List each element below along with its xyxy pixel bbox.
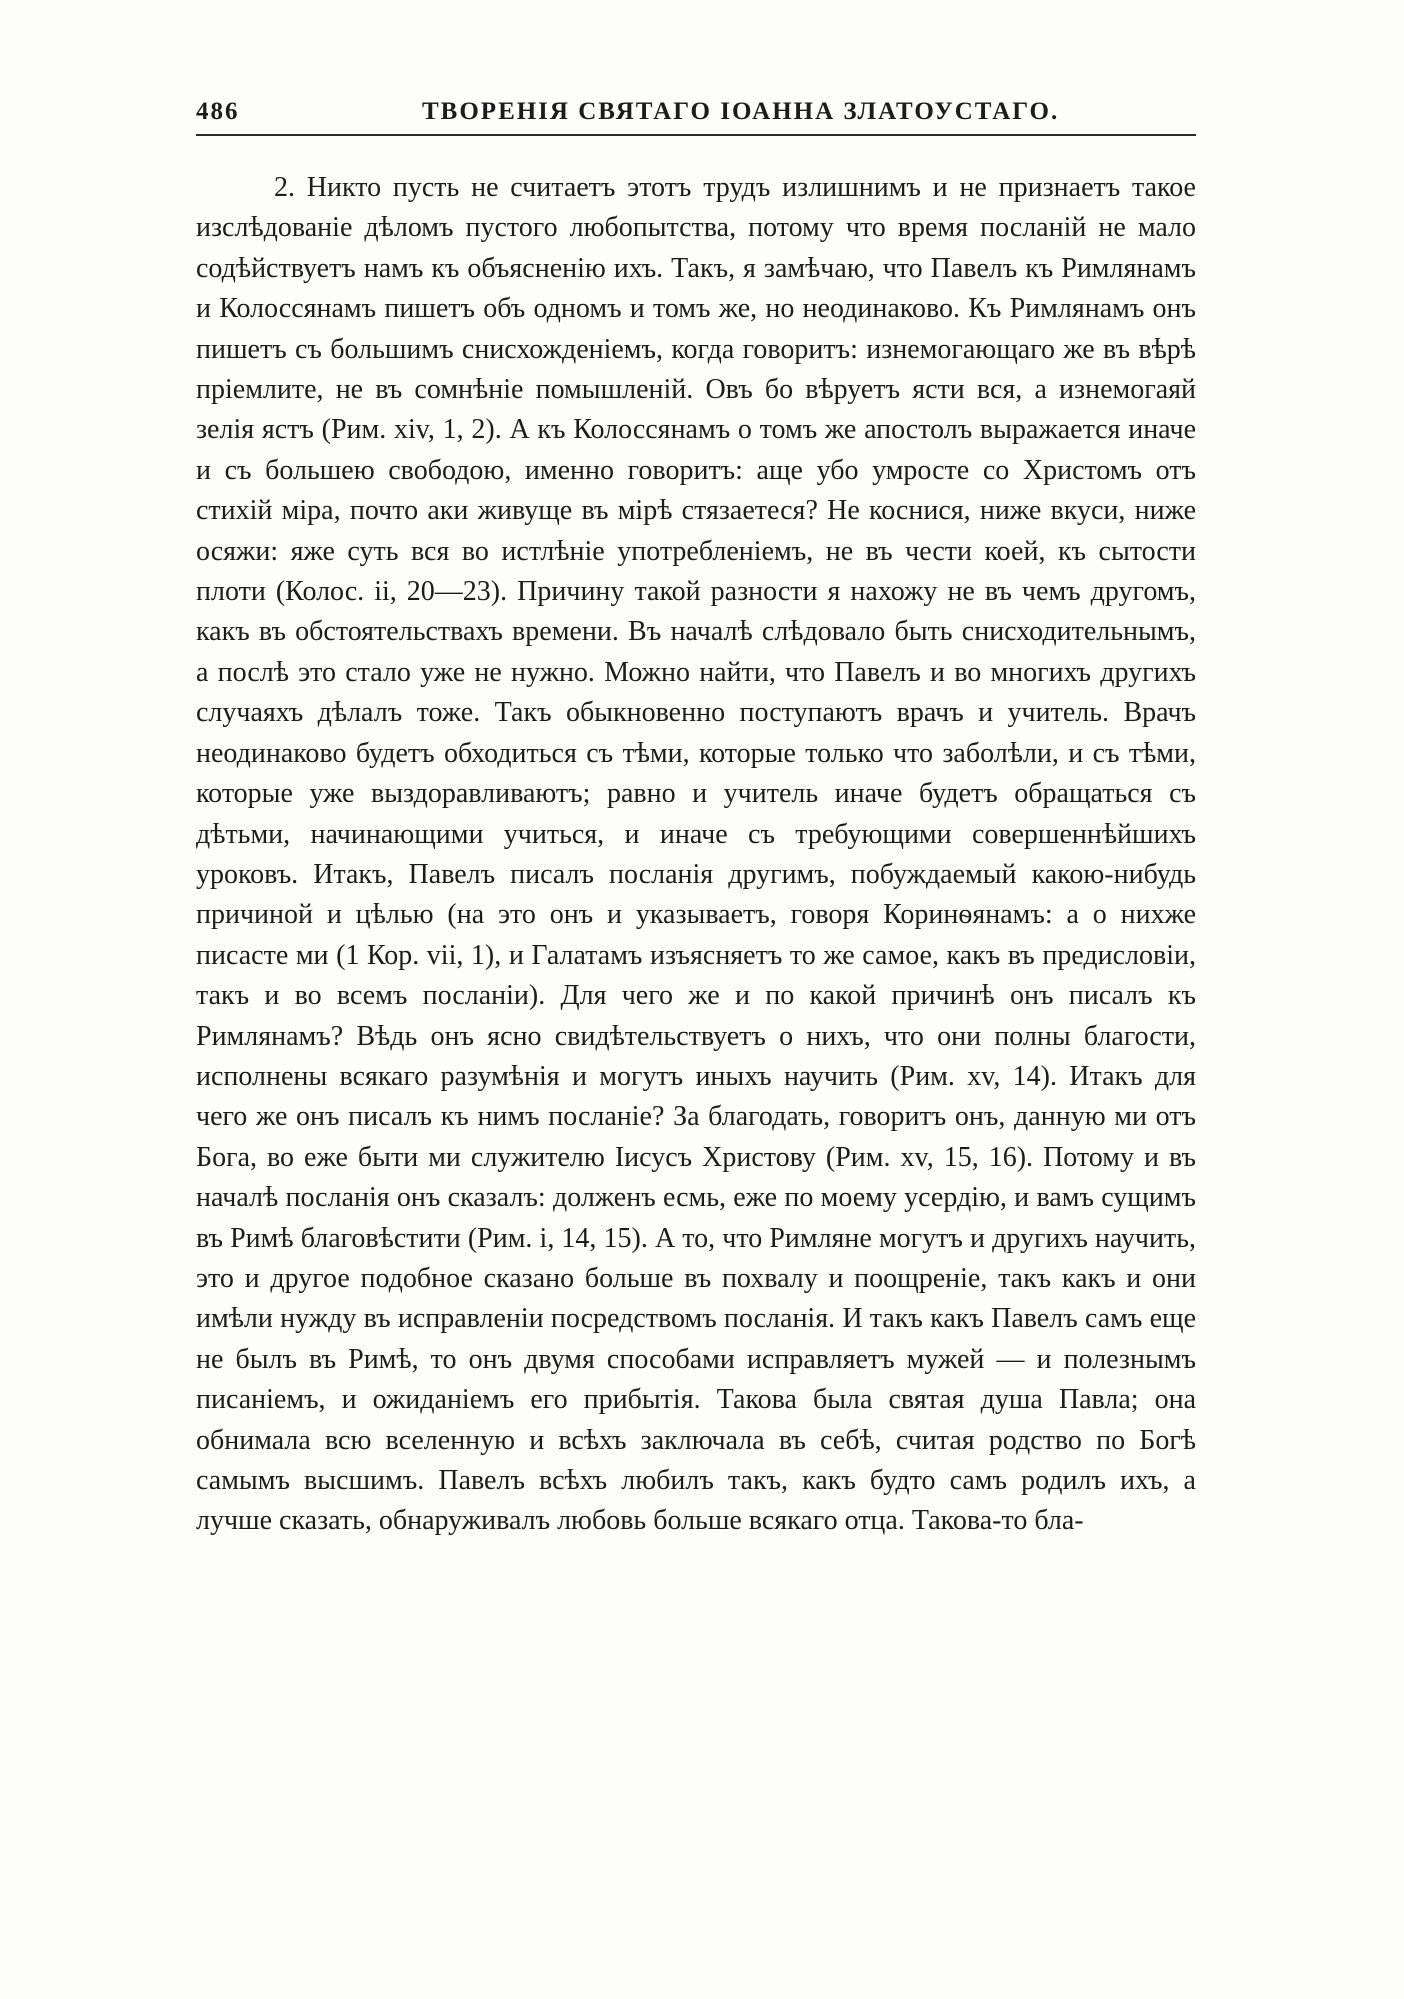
running-head [196,98,1196,132]
running-title: ТВОРЕНІЯ СВЯТАГО ІОАННА ЗЛАТОУСТАГО. [422,98,1060,125]
body-paragraph: 2. Никто пусть не считаетъ этотъ трудъ излишнимъ и не признаетъ такое изслѣдованіе дѣломъ пустого любопытства, потому что время посланій не мало содѣйствуетъ намъ къ объясненію ихъ. Такъ, я замѣчаю, что Павелъ къ Римлянамъ и Колоссянамъ пишетъ объ одномъ и томъ же, но неодинаково. Къ Римлянамъ онъ пишетъ съ большимъ снисхожденіемъ, когда говоритъ: изнемогающаго же въ вѣрѣ пріемлите, не въ сомнѣніе помышленій. Овъ бо вѣруетъ ясти вся, а изнемогаяй зелія ястъ (Рим. xiv, 1, 2). А къ Колоссянамъ о томъ же апостолъ выражается иначе и съ большею свободою, именно говоритъ: аще убо умросте со Христомъ отъ стихій міра, почто аки живуще въ мірѣ стязаетеся? Не коснися, ниже вкуси, ниже осяжи: яже суть вся во истлѣніе употребленіемъ, не въ чести коей, къ сытости плоти (Колос. ii, 20—23). Причину такой разности я нахожу не въ чемъ другомъ, какъ въ обстоятельствахъ времени. Въ началѣ слѣдовало быть снисходительнымъ, а послѣ это стало уже не нужно. Можно найти, что Павелъ и во многихъ другихъ случаяхъ дѣлалъ тоже. Такъ обыкновенно поступаютъ врачъ и учитель. Врачъ неодинаково будетъ обходиться съ тѣми, которые только что заболѣли, и съ тѣми, которые уже выздоравливаютъ; равно и учитель иначе будетъ обращаться съ дѣтьми, начинающими учиться, и иначе съ требующими совершеннѣйшихъ уроковъ. Итакъ, Павелъ писалъ посланія другимъ, побуждаемый какою-нибудь причиной и цѣлью (на это онъ и указываетъ, говоря Коринѳянамъ: а о нихже писасте ми (1 Кор. vii, 1), и Галатамъ изъясняетъ то же самое, какъ въ предисловіи, такъ и во всемъ посланіи). Для чего же и по какой причинѣ онъ писалъ къ Римлянамъ? Вѣдь онъ ясно свидѣтельствуетъ о нихъ, что они полны благости, исполнены всякаго разумѣнія и могутъ иныхъ научить (Рим. xv, 14). Итакъ для чего же онъ писалъ къ нимъ посланіе? За благодать, говоритъ онъ, данную ми отъ Бога, во еже быти ми служителю Іисусъ Христову (Рим. xv, 15, 16). Потому и въ началѣ посланія онъ сказалъ: долженъ есмь, еже по моему усердію, и вамъ сущимъ въ Римѣ благовѣстити (Рим. i, 14, 15). А то, что Римляне могутъ и другихъ научить, это и другое подобное сказано больше въ похвалу и поощреніе, такъ какъ и они имѣли нужду въ исправленіи посредствомъ посланія. И такъ какъ Павелъ самъ еще не былъ въ Римѣ, то онъ двумя способами исправляетъ мужей — и полезнымъ писаніемъ, и ожиданіемъ его прибытія. Такова была святая душа Павла; она обнимала всю вселенную и всѣхъ заключала въ себѣ, считая родство по Богѣ самымъ высшимъ. Павелъ всѣхъ любилъ такъ, какъ будто самъ родилъ ихъ, а лучше сказать, обнаруживалъ любовь больше всякаго отца. Такова-то бла- [196,172,1196,1537]
page-number: 486 [196,98,240,125]
header-rule [196,134,1196,136]
